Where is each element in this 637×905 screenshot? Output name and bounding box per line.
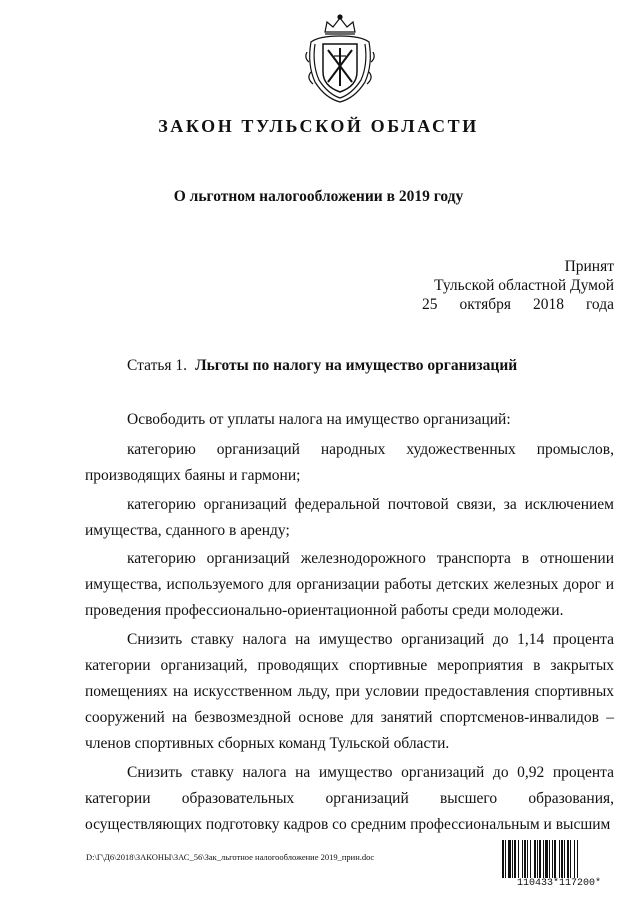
article-title: Льготы по налогу на имущество организаций (195, 357, 518, 374)
paragraph: категорию организаций железнодорожного транспорта в отношении имущества, используемого для организации работы детских железных дорог и проведения профессионально-ориентационной работы среди молодежи. (85, 550, 614, 620)
paragraph: категорию организаций федеральной почтовой связи, за исключением имущества, сданного в аренду; (85, 495, 614, 539)
paragraph: Освободить от уплаты налога на имущество организаций: (127, 411, 511, 428)
date-month: октября (459, 296, 512, 313)
adoption-date (422, 295, 614, 314)
paragraph: категорию организаций народных художественных промыслов, производящих баяны и гармони; (85, 441, 614, 485)
adopted-by: Тульской областной Думой (434, 277, 614, 294)
file-path: D:\Г\Д6\2018\ЗАКОНЫ\ЗАС_56\Зак_льготное налогообложение 2019_прин.doc (86, 852, 375, 862)
law-title: ЗАКОН ТУЛЬСКОЙ ОБЛАСТИ (158, 116, 479, 136)
date-suffix: года (585, 296, 614, 313)
article-number: Статья 1. (127, 357, 188, 374)
paragraph: Снизить ставку налога на имущество организаций до 1,14 процента категории организаций, проводящих спортивные мероприятия в закрытых помещениях на искусственном льду, при условии предоставления спортивных сооружений на безвозмездной основе для занятий спортсменов-инвалидов – членов спортивных сборных команд Тульской области. (85, 630, 614, 753)
adopted-label: Принят (564, 258, 614, 275)
paragraph: Снизить ставку налога на имущество организаций до 0,92 процента категории образовательных организаций высшего образования, осуществляющих подготовку кадров со средним профессиональным и высшим (85, 763, 614, 834)
coat-of-arms-icon (303, 12, 377, 104)
date-day: 25 (422, 296, 438, 313)
barcode-number: 110433*117200* (501, 878, 617, 890)
law-subtitle: О льготном налогообложении в 2019 году (173, 188, 464, 205)
adoption-block (422, 257, 614, 314)
article-body (85, 407, 614, 838)
article-heading (127, 357, 517, 375)
date-year: 2018 (532, 296, 564, 313)
